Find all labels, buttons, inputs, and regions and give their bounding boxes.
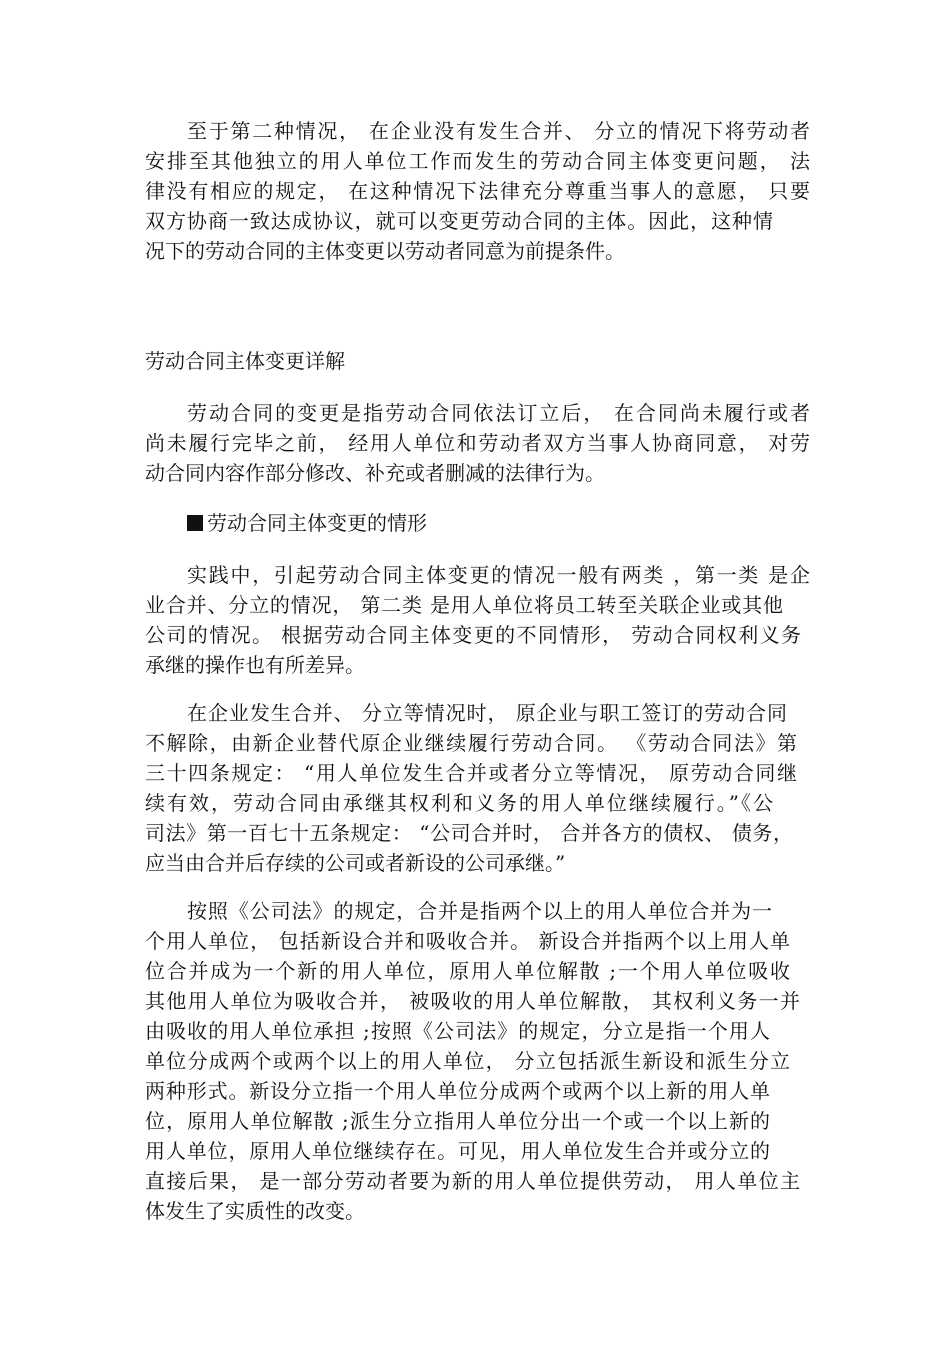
paragraph-line: 在企业发生合并、 分立等情况时， 原企业与职工签订的劳动合同 bbox=[187, 701, 787, 725]
merger-paragraph bbox=[145, 698, 810, 878]
paragraph-line: 由吸收的用人单位承担 ;按照《公司法》的规定，分立是指一个用人 bbox=[145, 1019, 770, 1043]
paragraph-line: 直接后果， 是一部分劳动者要为新的用人单位提供劳动， 用人单位主 bbox=[145, 1169, 800, 1193]
paragraph-line: 两种形式。新设分立指一个用人单位分成两个或两个以上新的用人单 bbox=[145, 1079, 770, 1103]
section-title-block bbox=[145, 346, 810, 376]
paragraph-line: 双方协商一致达成协议，就可以变更劳动合同的主体。因此，这种情 bbox=[145, 209, 773, 233]
paragraph-line: 应当由合并后存续的公司或者新设的公司承继。” bbox=[145, 851, 566, 875]
paragraph-line: 至于第二种情况， 在企业没有发生合并、 分立的情况下将劳动者 bbox=[187, 119, 810, 143]
paragraph-line: 公司的情况。 根据劳动合同主体变更的不同情形， 劳动合同权利义务 bbox=[145, 623, 801, 647]
section-title: 劳动合同主体变更详解 bbox=[145, 349, 345, 373]
square-bullet-icon bbox=[187, 515, 203, 531]
paragraph-line: 实践中，引起劳动合同主体变更的情况一般有两类 ，第一类 是企 bbox=[187, 563, 810, 587]
paragraph-line: 尚未履行完毕之前， 经用人单位和劳动者双方当事人协商同意， 对劳 bbox=[145, 431, 810, 455]
paragraph-line: 三十四条规定： “用人单位发生合并或者分立等情况， 原劳动合同继 bbox=[145, 761, 797, 785]
paragraph-line: 律没有相应的规定， 在这种情况下法律充分尊重当事人的意愿， 只要 bbox=[145, 179, 810, 203]
subheading bbox=[187, 508, 427, 538]
subheading-block bbox=[145, 508, 810, 538]
paragraph-line: 续有效，劳动合同由承继其权利和义务的用人单位继续履行。”《公 bbox=[145, 791, 773, 815]
intro-paragraph bbox=[145, 116, 810, 266]
paragraph-line: 其他用人单位为吸收合并， 被吸收的用人单位解散， 其权利义务一并 bbox=[145, 989, 800, 1013]
company-law-paragraph bbox=[145, 896, 810, 1226]
definition-paragraph bbox=[145, 398, 810, 488]
subheading-text: 劳动合同主体变更的情形 bbox=[207, 511, 427, 535]
practice-paragraph bbox=[145, 560, 810, 680]
paragraph-line: 个用人单位， 包括新设合并和吸收合并。 新设合并指两个以上用人单 bbox=[145, 929, 790, 953]
paragraph-line: 位，原用人单位解散 ;派生分立指用人单位分出一个或一个以上新的 bbox=[145, 1109, 770, 1133]
paragraph-line: 司法》第一百七十五条规定： “公司合并时， 合并各方的债权、 债务， bbox=[145, 821, 793, 845]
paragraph-line: 不解除，由新企业替代原企业继续履行劳动合同。 《劳动合同法》第 bbox=[145, 731, 797, 755]
paragraph-line: 动合同内容作部分修改、补充或者删减的法律行为。 bbox=[145, 461, 605, 485]
paragraph-line: 用人单位，原用人单位继续存在。可见，用人单位发生合并或分立的 bbox=[145, 1139, 770, 1163]
paragraph-line: 承继的操作也有所差异。 bbox=[145, 653, 365, 677]
paragraph-line: 业合并、分立的情况， 第二类 是用人单位将员工转至关联企业或其他 bbox=[145, 593, 783, 617]
paragraph-line: 体发生了实质性的改变。 bbox=[145, 1199, 365, 1223]
paragraph-line: 况下的劳动合同的主体变更以劳动者同意为前提条件。 bbox=[145, 239, 625, 263]
paragraph-line: 位合并成为一个新的用人单位，原用人单位解散 ;一个用人单位吸收 bbox=[145, 959, 790, 983]
paragraph-line: 单位分成两个或两个以上的用人单位， 分立包括派生新设和派生分立 bbox=[145, 1049, 790, 1073]
paragraph-line: 安排至其他独立的用人单位工作而发生的劳动合同主体变更问题， 法 bbox=[145, 149, 810, 173]
paragraph-line: 按照《公司法》的规定，合并是指两个以上的用人单位合并为一 bbox=[187, 899, 772, 923]
paragraph-line: 劳动合同的变更是指劳动合同依法订立后， 在合同尚未履行或者 bbox=[187, 401, 810, 425]
